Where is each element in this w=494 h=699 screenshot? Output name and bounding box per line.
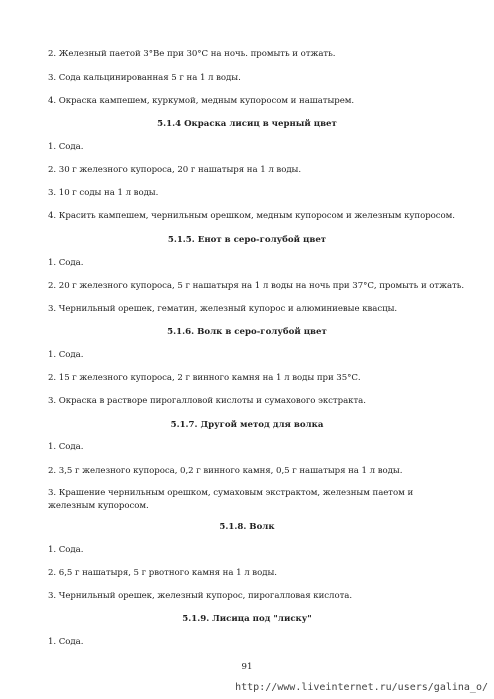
paragraph: 2. 30 г железного купороса, 20 г нашатыря на 1 л воды. (48, 165, 302, 175)
paragraph: 2. 3,5 г железного купороса, 0,2 г винного камня, 0,5 г нашатыря на 1 л воды. (48, 466, 403, 476)
paragraph: 1. Сода. (48, 142, 84, 152)
paragraph: 4. Окраска кампешем, куркумой, медным купоросом и нашатырем. (48, 96, 355, 106)
paragraph: 3. 10 г соды на 1 л воды. (48, 188, 159, 198)
section-heading: 5.1.8. Волк (219, 522, 275, 532)
paragraph: 2. 6,5 г нашатыря, 5 г рвотного камня на 1 л воды. (48, 568, 277, 578)
paragraph: 2. 20 г железного купороса, 5 г нашатыря на 1 л воды на ночь при 37°С, промыть и отжать. (48, 281, 465, 291)
paragraph: 1. Сода. (48, 545, 84, 555)
paragraph: 3. Чернильный орешек, железный купорос, пирогалловая кислота. (48, 591, 353, 601)
paragraph: 2. Железный паетой 3°Ве при 30°С на ночь. промыть и отжать. (48, 49, 336, 59)
section-heading: 5.1.7. Другой метод для волка (170, 420, 324, 430)
paragraph: 3. Окраска в растворе пирогалловой кислоты и сумахового экстракта. (48, 396, 366, 406)
section-heading: 5.1.5. Енот в серо-голубой цвет (167, 235, 327, 245)
paragraph: 1. Сода. (48, 350, 84, 360)
section-heading: 5.1.6. Волк в серо-голубой цвет (167, 327, 327, 337)
paragraph: 4. Красить кампешем, чернильным орешком, медным купоросом и железным купоросом. (48, 211, 455, 221)
footer-url[interactable]: http://www.liveinternet.ru/users/galina_o/ (235, 682, 488, 693)
section-heading: 5.1.9. Лисица под "лиску" (182, 614, 312, 624)
paragraph: 3. Чернильный орешек, гематин, железный купорос и алюминиевые квасцы. (48, 304, 398, 314)
paragraph: 1. Сода. (48, 442, 84, 452)
paragraph: 1. Сода. (48, 258, 84, 268)
paragraph: 1. Сода. (48, 637, 84, 647)
section-heading: 5.1.4 Окраска лисиц в черный цвет (157, 119, 337, 129)
paragraph: 2. 15 г железного купороса, 2 г винного камня на 1 л воды при 35°С. (48, 373, 361, 383)
paragraph: 3. Крашение чернильным орешком, сумаховым экстрактом, железным паетом и железным купоросом. (48, 488, 414, 511)
paragraph: 3. Сода кальцинированная 5 г на 1 л воды. (48, 73, 241, 83)
page-number: 91 (241, 662, 253, 672)
